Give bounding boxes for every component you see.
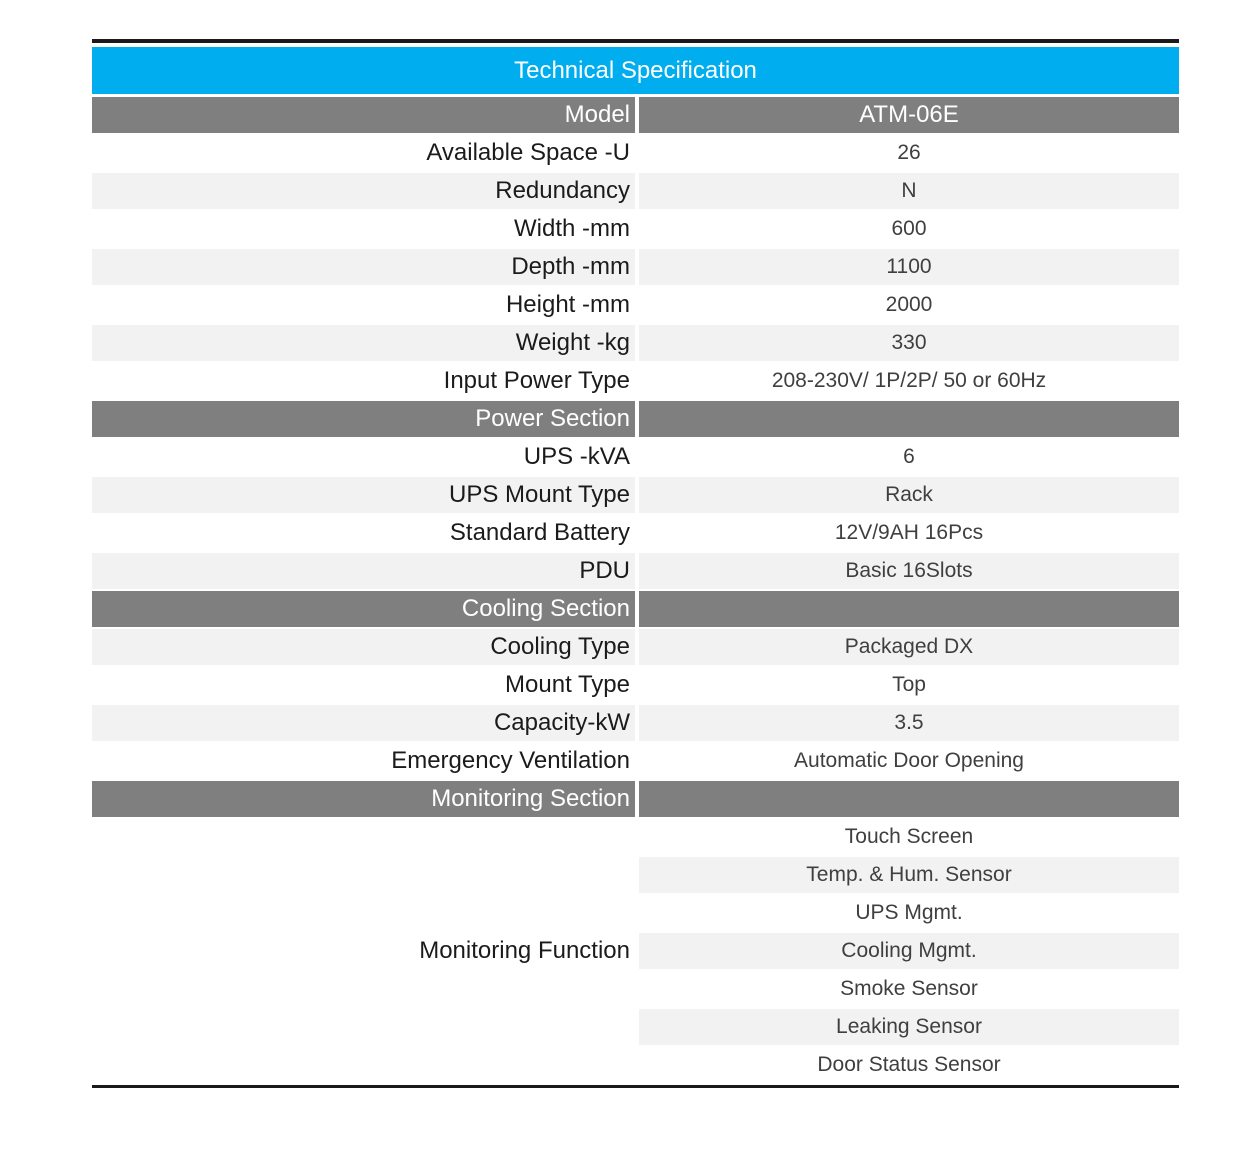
spec-label: UPS -kVA: [92, 439, 635, 475]
spec-label: PDU: [92, 553, 635, 589]
spec-value: 208-230V/ 1P/2P/ 50 or 60Hz: [639, 363, 1179, 399]
spec-row-input-power: [92, 363, 1179, 399]
spec-row-depth: [92, 249, 1179, 285]
spec-row-capacity: [92, 705, 1179, 741]
spec-value: 12V/9AH 16Pcs: [639, 515, 1179, 551]
model-label: Model: [92, 97, 635, 133]
section-header-spacer: [639, 591, 1179, 627]
spec-value: Packaged DX: [639, 629, 1179, 665]
monitoring-function-block: [92, 819, 1179, 1083]
spec-row-standard-battery: [92, 515, 1179, 551]
monitoring-value-leaking-sensor: Leaking Sensor: [639, 1009, 1179, 1045]
spec-value: N: [639, 173, 1179, 209]
section-header-power: [92, 401, 1179, 437]
bottom-rule: [92, 1085, 1179, 1088]
spec-row-width: [92, 211, 1179, 247]
monitoring-value-ups-mgmt: UPS Mgmt.: [639, 895, 1179, 931]
model-row: [92, 97, 1179, 133]
spec-row-redundancy: [92, 173, 1179, 209]
spec-label: Input Power Type: [92, 363, 635, 399]
spec-value: Rack: [639, 477, 1179, 513]
monitoring-value-door-status-sensor: Door Status Sensor: [639, 1047, 1179, 1083]
monitoring-value-temp-hum-sensor: Temp. & Hum. Sensor: [639, 857, 1179, 893]
monitoring-value-smoke-sensor: Smoke Sensor: [639, 971, 1179, 1007]
section-header-spacer: [639, 401, 1179, 437]
section-header-label: Cooling Section: [92, 591, 635, 627]
spec-value: 6: [639, 439, 1179, 475]
model-value: ATM-06E: [639, 97, 1179, 133]
spec-value: 3.5: [639, 705, 1179, 741]
monitoring-function-label: Monitoring Function: [92, 819, 635, 1083]
spec-row-cooling-type: [92, 629, 1179, 665]
spec-row-weight: [92, 325, 1179, 361]
spec-value: Automatic Door Opening: [639, 743, 1179, 779]
spec-label: UPS Mount Type: [92, 477, 635, 513]
section-header-spacer: [639, 781, 1179, 817]
spec-value: 600: [639, 211, 1179, 247]
spec-label: Redundancy: [92, 173, 635, 209]
spec-value: 2000: [639, 287, 1179, 323]
spec-value: 1100: [639, 249, 1179, 285]
spec-label: Width -mm: [92, 211, 635, 247]
monitoring-function-values: [639, 819, 1179, 1083]
section-header-label: Monitoring Section: [92, 781, 635, 817]
top-rule: [92, 39, 1179, 43]
spec-row-emergency-ventilation: [92, 743, 1179, 779]
spec-row-mount-type: [92, 667, 1179, 703]
section-header-cooling: [92, 591, 1179, 627]
spec-value: Basic 16Slots: [639, 553, 1179, 589]
spec-label: Emergency Ventilation: [92, 743, 635, 779]
spec-label: Cooling Type: [92, 629, 635, 665]
spec-label: Standard Battery: [92, 515, 635, 551]
spec-label: Available Space -U: [92, 135, 635, 171]
spec-value: 26: [639, 135, 1179, 171]
spec-label: Weight -kg: [92, 325, 635, 361]
spec-row-pdu: [92, 553, 1179, 589]
spec-row-ups-mount: [92, 477, 1179, 513]
section-header-label: Power Section: [92, 401, 635, 437]
spec-label: Capacity-kW: [92, 705, 635, 741]
table-title: Technical Specification: [92, 47, 1179, 94]
spec-label: Mount Type: [92, 667, 635, 703]
monitoring-value-touch-screen: Touch Screen: [639, 819, 1179, 855]
spec-row-height: [92, 287, 1179, 323]
spec-value: 330: [639, 325, 1179, 361]
spec-label: Height -mm: [92, 287, 635, 323]
spec-table: [92, 39, 1179, 1088]
spec-value: Top: [639, 667, 1179, 703]
monitoring-value-cooling-mgmt: Cooling Mgmt.: [639, 933, 1179, 969]
section-header-monitoring: [92, 781, 1179, 817]
spec-label: Depth -mm: [92, 249, 635, 285]
spec-row-available-space: [92, 135, 1179, 171]
spec-row-ups-kva: [92, 439, 1179, 475]
